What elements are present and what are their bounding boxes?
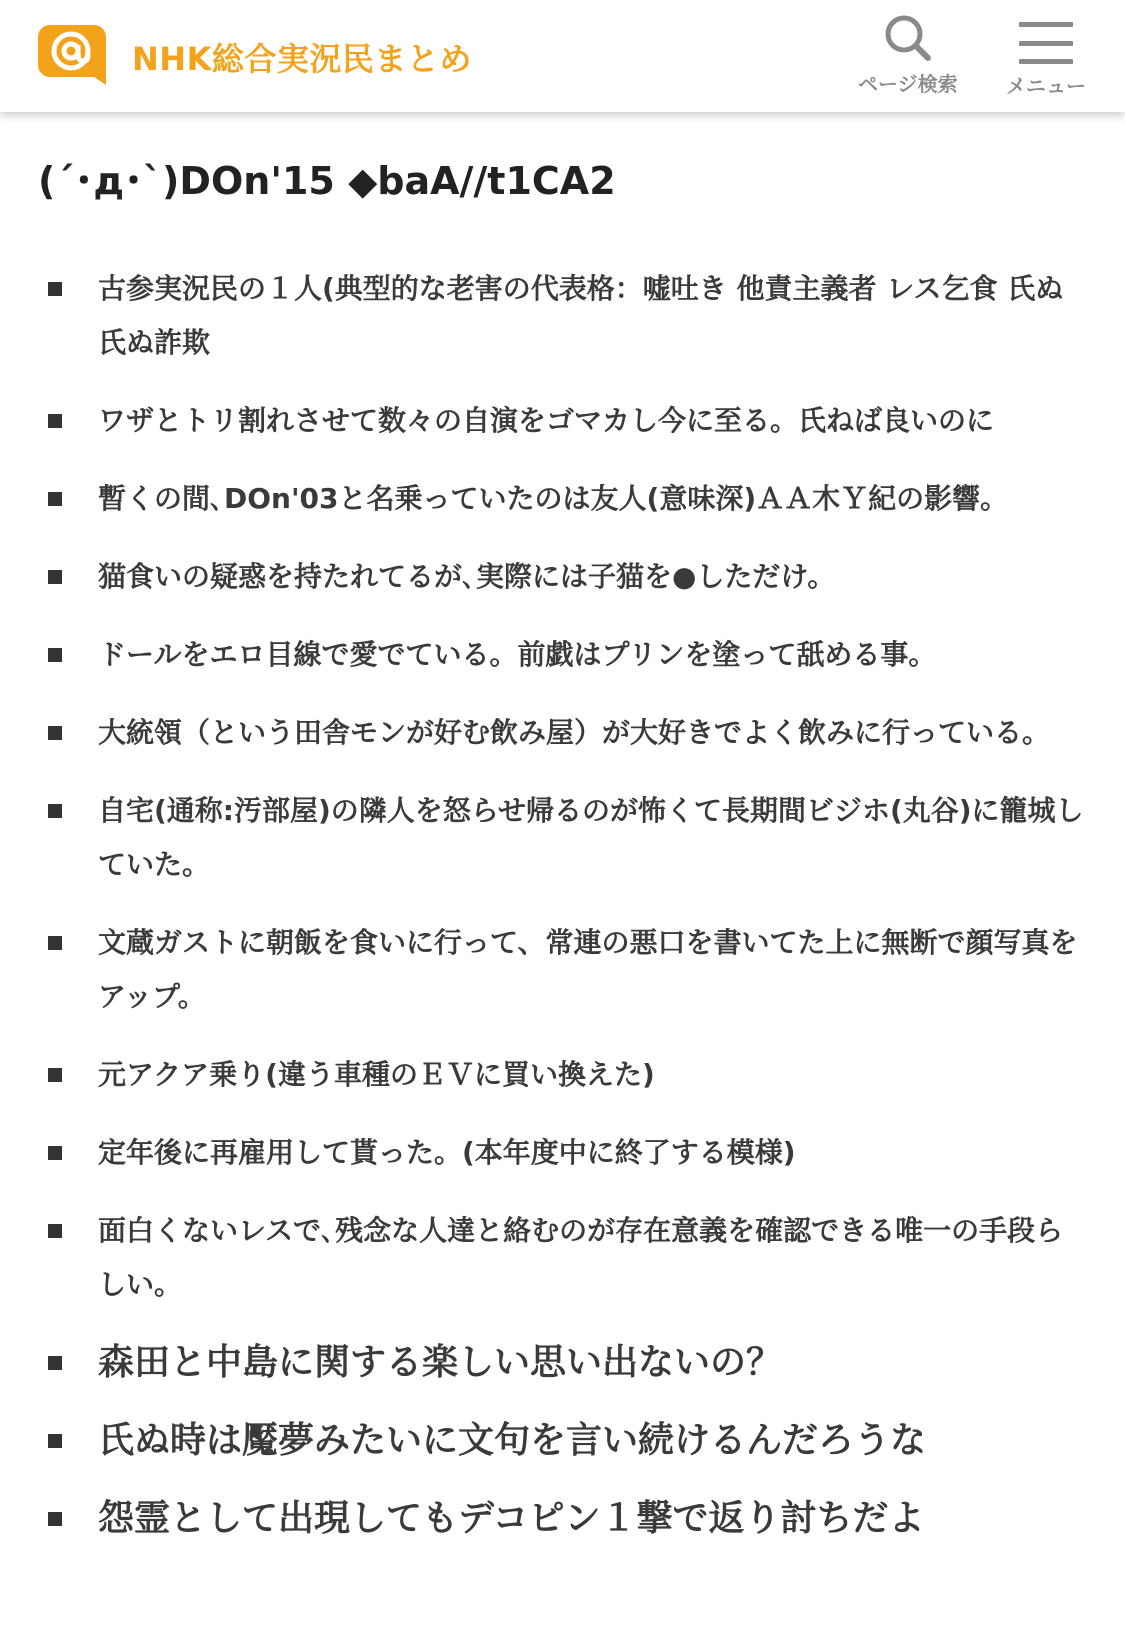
list-item: 文蔵ガストに朝飯を食いに行って、常連の悪口を書いてた上に無断で顔写真をアップ。 xyxy=(0,916,1125,1024)
bullet-square-icon xyxy=(48,726,62,740)
bullet-square-icon xyxy=(48,1068,62,1082)
bullet-square-icon xyxy=(48,282,62,296)
bullet-square-icon xyxy=(48,414,62,428)
bullet-square-icon xyxy=(48,492,62,506)
magnifier-icon xyxy=(882,14,934,62)
bullet-square-icon xyxy=(48,804,62,818)
profile-list xyxy=(0,262,1125,1570)
list-item: 大統領（という田舎モンが好む飲み屋）が大好きでよく飲みに行っている。 xyxy=(0,706,1125,760)
list-item: 自宅(通称:汚部屋)の隣人を怒らせ帰るのが怖くて長期間ビジホ(丸谷)に籠城していた。 xyxy=(0,784,1125,892)
list-item: 氏ぬ時は魘夢みたいに文句を言い続けるんだろうな xyxy=(0,1414,1125,1468)
bullet-square-icon xyxy=(48,1512,62,1526)
hamburger-icon xyxy=(1019,22,1073,64)
list-item: ワザとトリ割れさせて数々の自演をゴマカし今に至る。氏ねば良いのに xyxy=(0,394,1125,448)
bullet-square-icon xyxy=(48,1146,62,1160)
list-item: 元アクア乗り(違う車種のＥＶに買い換えた) xyxy=(0,1048,1125,1102)
bullet-square-icon xyxy=(48,1434,62,1448)
page-search-button[interactable] xyxy=(858,14,958,97)
list-item: 暫くの間､DOn'03と名乗っていたのは友人(意味深)ＡＡ木Ｙ紀の影響。 xyxy=(0,472,1125,526)
list-item: 森田と中島に関する楽しい思い出ないの？ xyxy=(0,1336,1125,1390)
bullet-square-icon xyxy=(48,1356,62,1370)
site-title: NHK総合実況民まとめ xyxy=(132,40,472,78)
list-item: 怨霊として出現してもデコピン１撃で返り討ちだよ xyxy=(0,1492,1125,1546)
list-item: 面白くないレスで､残念な人達と絡むのが存在意義を確認できる唯一の手段らしい。 xyxy=(0,1204,1125,1312)
page-title: (´･д･`)DOn'15 ◆baA//t1CA2 xyxy=(38,159,616,203)
bullet-square-icon xyxy=(48,1224,62,1238)
bullet-square-icon xyxy=(48,570,62,584)
list-item: ドールをエロ目線で愛でている。前戯はプリンを塗って舐める事。 xyxy=(0,628,1125,682)
menu-label: メニュー xyxy=(1006,74,1086,98)
list-item: 定年後に再雇用して貰った。(本年度中に終了する模様) xyxy=(0,1126,1125,1180)
menu-button[interactable] xyxy=(1006,14,1086,99)
site-header xyxy=(0,0,1125,112)
list-item: 古参実況民の１人(典型的な老害の代表格：嘘吐き 他責主義者 レス乞食 氏ぬ氏ぬ詐欺 xyxy=(0,262,1125,370)
bullet-square-icon xyxy=(48,936,62,950)
bullet-square-icon xyxy=(48,648,62,662)
site-logo-link[interactable] xyxy=(38,25,472,89)
list-item: 猫食いの疑惑を持たれてるが､実際には子猫を●しただけ。 xyxy=(0,550,1125,604)
at-sign-speech-bubble-icon xyxy=(38,25,106,89)
page-search-label: ページ検索 xyxy=(858,72,958,96)
